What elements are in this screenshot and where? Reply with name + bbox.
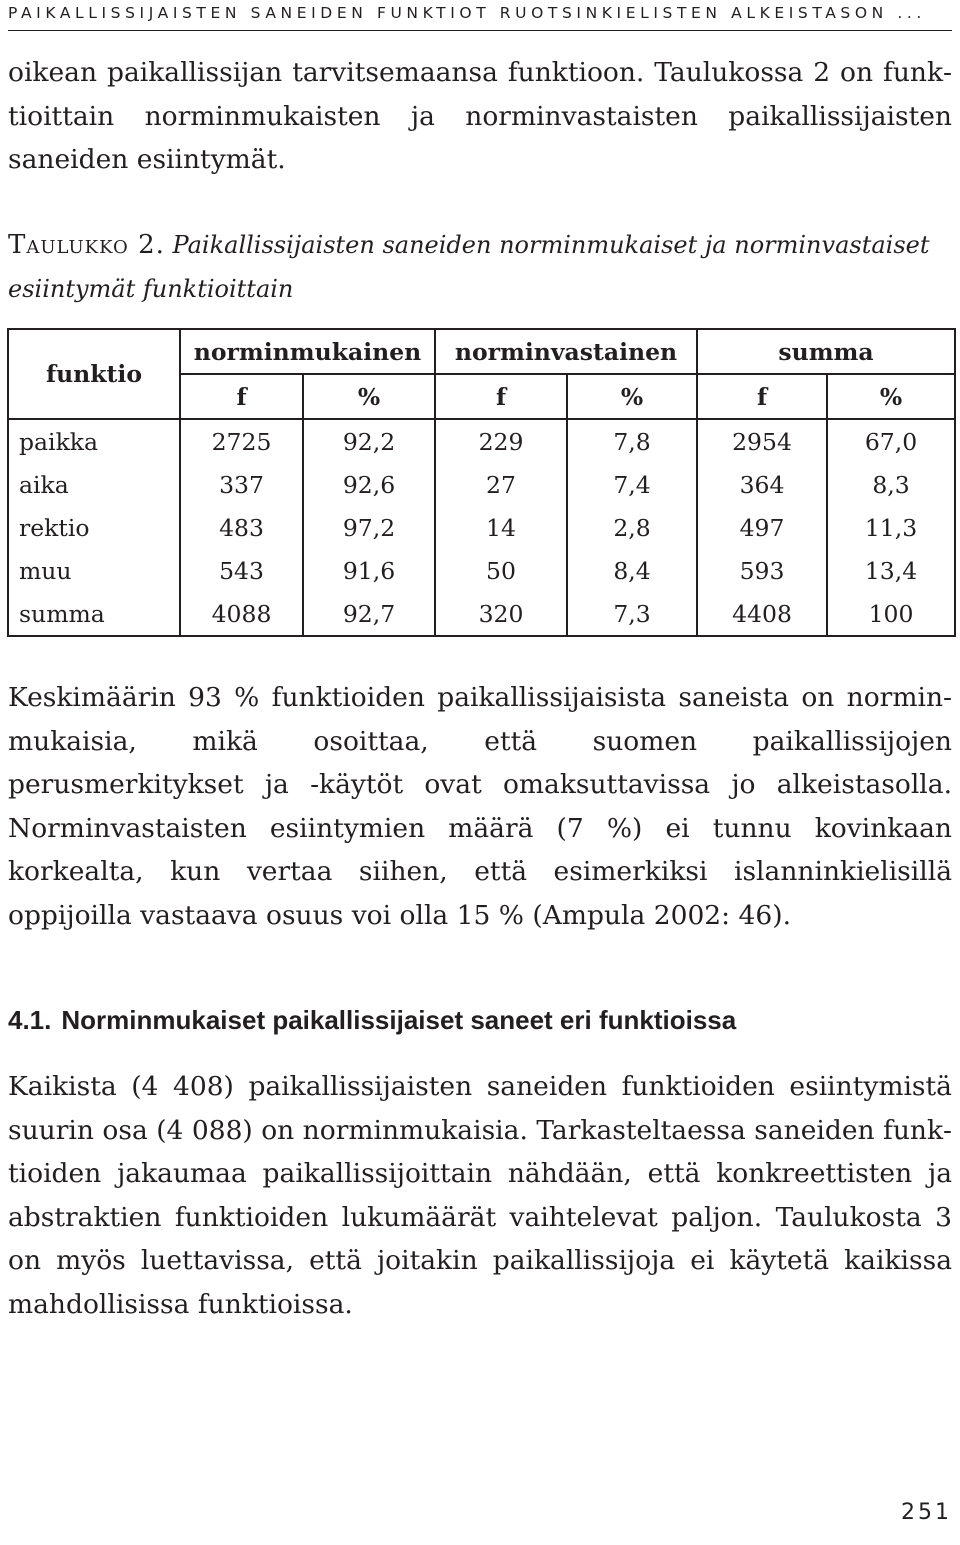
table-subheader: % bbox=[567, 374, 697, 419]
table-cell: 100 bbox=[827, 592, 955, 636]
table-cell: 11,3 bbox=[827, 506, 955, 549]
page-number: 251 bbox=[901, 1500, 952, 1525]
table-cell: 2725 bbox=[180, 419, 303, 463]
table-row bbox=[8, 549, 955, 592]
table-cell: 97,2 bbox=[303, 506, 435, 549]
table-cell: 8,4 bbox=[567, 549, 697, 592]
table-row-label: rektio bbox=[8, 506, 180, 549]
paragraph-intro: oikean paikallissijan tarvitsemaansa funktioon. Taulukossa 2 on funktioittain norminmukaisten ja norminvastaisten paikallissijaisten saneiden esiintymät. bbox=[8, 57, 952, 175]
table-cell: 13,4 bbox=[827, 549, 955, 592]
table-cell: 337 bbox=[180, 463, 303, 506]
table-caption bbox=[8, 223, 952, 311]
table-cell: 4088 bbox=[180, 592, 303, 636]
table-cell: 320 bbox=[435, 592, 567, 636]
table-cell: 67,0 bbox=[827, 419, 955, 463]
table-cell: 2954 bbox=[697, 419, 827, 463]
table-group-header: norminmukainen bbox=[180, 329, 435, 374]
table-row bbox=[8, 592, 955, 636]
table-cell: 483 bbox=[180, 506, 303, 549]
table-cell: 92,6 bbox=[303, 463, 435, 506]
table-cell: 8,3 bbox=[827, 463, 955, 506]
table-cell: 27 bbox=[435, 463, 567, 506]
table-cell: 364 bbox=[697, 463, 827, 506]
table-subheader: % bbox=[827, 374, 955, 419]
table-row-label: muu bbox=[8, 549, 180, 592]
paragraph-section-body: Kaikista (4 408) paikallissijaisten saneiden funktioiden esiintymistä suurin osa (4 088) on norminmukaisia. Tarkasteltaessa saneiden funktioiden jakaumaa paikallissijoittain nähdään, että konkreettisten ja abstraktien funktioiden lukumäärät vaihtelevat paljon. Taulukosta 3 on myös luettavissa, että joitakin paikallissijoja ei käytetä kaikissa mahdollisissa funktioissa. bbox=[8, 1071, 952, 1320]
table-row bbox=[8, 419, 955, 463]
paragraph-summary: Keskimäärin 93 % funktioiden paikallissijaisista saneista on norminmukaisia, mikä osoittaa, että suomen paikallissijojen perusmerkitykset ja -käytöt ovat omaksuttavissa jo alkeistasolla. Norminvastaisten esiintymien määrä (7 %) ei tunnu kovinkaan korkealta, kun vertaa siihen, että esimerkiksi islanninkielisillä oppijoilla vastaava osuus voi olla 15 % (Ampula 2002: 46). bbox=[8, 682, 952, 931]
table-caption-label: Taulukko 2. bbox=[8, 230, 165, 260]
table-subheader: f bbox=[697, 374, 827, 419]
section-heading bbox=[8, 1000, 952, 1040]
section-title: Norminmukaiset paikallissijaiset saneet eri funktioissa bbox=[61, 1005, 737, 1035]
table-group-header: norminvastainen bbox=[435, 329, 697, 374]
table-cell: 92,7 bbox=[303, 592, 435, 636]
table-subheader: % bbox=[303, 374, 435, 419]
running-header: PAIKALLISSIJAISTEN SANEIDEN FUNKTIOT RUOTSINKIELISTEN ALKEISTASON ... bbox=[8, 0, 952, 31]
table-cell: 7,8 bbox=[567, 419, 697, 463]
table-cell: 543 bbox=[180, 549, 303, 592]
table-cell: 229 bbox=[435, 419, 567, 463]
table-group-header: summa bbox=[697, 329, 955, 374]
table-cell: 7,3 bbox=[567, 592, 697, 636]
table-row-header: funktio bbox=[8, 329, 180, 419]
table-cell: 91,6 bbox=[303, 549, 435, 592]
table-cell: 50 bbox=[435, 549, 567, 592]
section-number: 4.1. bbox=[8, 1005, 52, 1035]
table-row-label: summa bbox=[8, 592, 180, 636]
table-subheader: f bbox=[435, 374, 567, 419]
table-row-label: aika bbox=[8, 463, 180, 506]
table-cell: 92,2 bbox=[303, 419, 435, 463]
table-group-header-row bbox=[8, 329, 955, 374]
table-cell: 2,8 bbox=[567, 506, 697, 549]
data-table bbox=[7, 328, 956, 637]
table-row-label: paikka bbox=[8, 419, 180, 463]
table-caption-text: Paikallissijaisten saneiden norminmukaiset ja norminvastaiset esiintymät funktioittain bbox=[8, 231, 930, 303]
table-cell: 497 bbox=[697, 506, 827, 549]
table-subheader: f bbox=[180, 374, 303, 419]
table-row bbox=[8, 506, 955, 549]
table-cell: 14 bbox=[435, 506, 567, 549]
table-cell: 7,4 bbox=[567, 463, 697, 506]
table-cell: 4408 bbox=[697, 592, 827, 636]
table-row bbox=[8, 463, 955, 506]
table-cell: 593 bbox=[697, 549, 827, 592]
